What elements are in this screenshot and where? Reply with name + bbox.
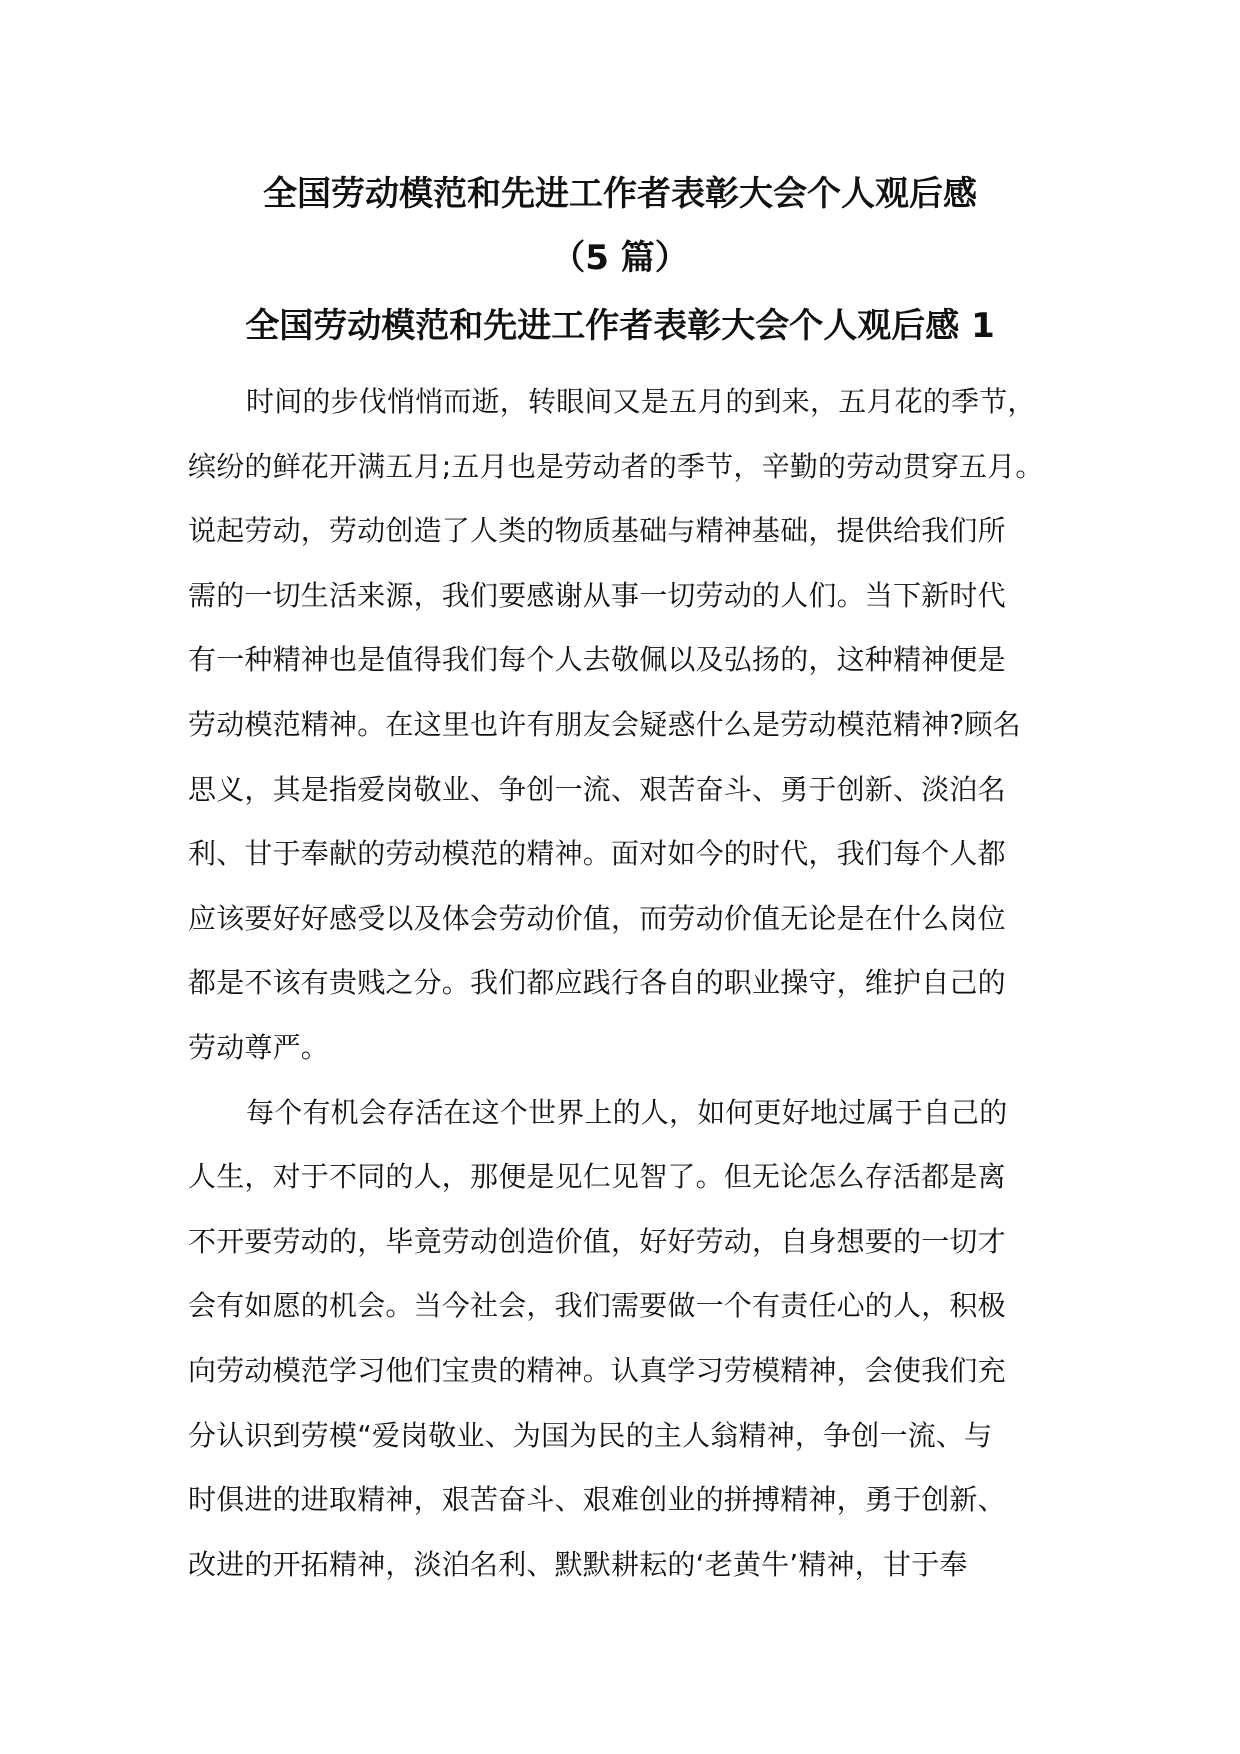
paragraph-line: 向劳动模范学习他们宝贵的精神。认真学习劳模精神，会使我们充 [188, 1353, 1006, 1387]
paragraph-line: 利、甘于奉献的劳动模范的精神。面对如今的时代，我们每个人都 [188, 837, 1006, 871]
paragraph-line: 不开要劳动的，毕竟劳动创造价值，好好劳动，自身想要的一切才 [188, 1224, 1006, 1258]
paragraph-line: 改进的开拓精神，淡泊名利、默默耕耘的‘老黄牛’精神，甘于奉 [188, 1547, 968, 1581]
paragraph-line: 劳动尊严。 [188, 1030, 330, 1064]
paragraph-line: 缤纷的鲜花开满五月;五月也是劳动者的季节，辛勤的劳动贯穿五月。 [188, 449, 1044, 483]
paragraph-line: 有一种精神也是值得我们每个人去敬佩以及弘扬的，这种精神便是 [188, 643, 1006, 677]
document-title: 全国劳动模范和先进工作者表彰大会个人观后感 [263, 174, 977, 214]
paragraph-line: 都是不该有贵贱之分。我们都应践行各自的职业操守，维护自己的 [188, 966, 1006, 1000]
paragraph-line: 应该要好好感受以及体会劳动价值，而劳动价值无论是在什么岗位 [188, 901, 1006, 935]
paragraph-2 [188, 1081, 1058, 1598]
paragraph-line: 时间的步伐悄悄而逝，转眼间又是五月的到来，五月花的季节， [246, 385, 1036, 418]
paragraph-line: 会有如愿的机会。当今社会，我们需要做一个有责任心的人，积极 [188, 1289, 1006, 1323]
paragraph-line: 每个有机会存活在这个世界上的人，如何更好地过属于自己的 [246, 1095, 1008, 1129]
paragraph-line: 分认识到劳模“爱岗敬业、为国为民的主人翁精神，争创一流、与 [188, 1418, 993, 1452]
paragraph-1 [188, 370, 1058, 1081]
paragraph-line: 时俱进的进取精神，艰苦奋斗、艰难创业的拼搏精神，勇于创新、 [188, 1483, 1006, 1517]
paragraph-line: 说起劳动，劳动创造了人类的物质基础与精神基础，提供给我们所 [188, 514, 1006, 548]
paragraph-line: 需的一切生活来源，我们要感谢从事一切劳动的人们。当下新时代 [188, 578, 1006, 612]
document-title-count: （5 篇） [551, 238, 689, 278]
paragraph-line: 人生，对于不同的人，那便是见仁见智了。但无论怎么存活都是离 [188, 1160, 1006, 1194]
section-title: 全国劳动模范和先进工作者表彰大会个人观后感 1 [245, 306, 995, 346]
document-body [188, 370, 1058, 1597]
paragraph-line: 思义，其是指爱岗敬业、争创一流、艰苦奋斗、勇于创新、淡泊名 [188, 772, 1006, 806]
paragraph-line: 劳动模范精神。在这里也许有朋友会疑惑什么是劳动模范精神?顾名 [188, 707, 1021, 741]
